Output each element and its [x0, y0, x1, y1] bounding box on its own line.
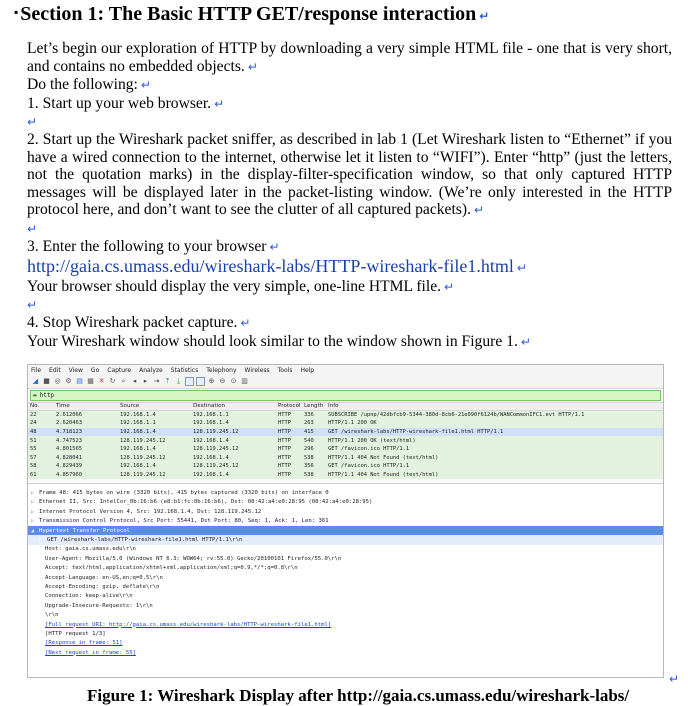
expand-arrow-icon[interactable]: ▷ [31, 508, 35, 515]
detail-header[interactable]: Upgrade-Insecure-Requests: 1\r\n [45, 602, 153, 609]
menu-wireless[interactable]: Wireless [244, 366, 270, 374]
paragraph-mark-icon: ↵ [444, 279, 455, 294]
paragraph-mark-icon: ↵ [140, 78, 151, 93]
detail-header[interactable]: User-Agent: Mozilla/5.0 (Windows NT 6.3; WOW64; rv:55.0) Gecko/20100101 Firefox/55.0\r\n [45, 555, 342, 562]
expand-arrow-icon[interactable]: ▷ [31, 518, 35, 525]
last-packet-icon[interactable]: ⤓ [176, 377, 181, 385]
paragraph-mark-icon: ↵ [27, 115, 38, 130]
close-file-icon[interactable]: ✕ [98, 377, 105, 385]
bullet-icon: ▪ [14, 5, 19, 19]
menu-statistics[interactable]: Statistics [170, 366, 199, 374]
zoom-out-icon[interactable]: ⊖ [219, 377, 226, 385]
detail-header[interactable]: Accept-Language: en-US,en;q=0.5\r\n [45, 574, 163, 581]
blank-line [27, 296, 672, 314]
section-heading: ▪ Section 1: The Basic HTTP GET/response interaction ↵ [14, 3, 490, 25]
table-row[interactable]: 58 4.829439 192.168.1.4 128.119.245.12 HTTP 356 GET /favicon.ico HTTP/1.1 [28, 462, 663, 471]
open-file-icon[interactable]: ▤ [76, 377, 83, 385]
resize-columns-icon[interactable]: ▥ [241, 377, 248, 385]
save-file-icon[interactable]: ▦ [87, 377, 94, 385]
collapse-arrow-icon[interactable]: ◢ [31, 527, 35, 534]
col-protocol[interactable]: Protocol [278, 403, 301, 410]
capture-options-icon[interactable]: ⚙ [65, 377, 72, 385]
toolbar [28, 375, 663, 389]
table-row[interactable]: 22 2.612066 192.168.1.4 192.168.1.1 HTTP 336 SUBSCRIBE /upnp/42dbfcb9-5344-380d-8cb6-21e090f6124b/WANCommonIFC1.evt HTTP/1.1 [28, 411, 663, 420]
detail-http[interactable]: ◢ Hypertext Transfer Protocol [28, 526, 663, 535]
detail-next-request[interactable]: [Next request in frame: 55] [45, 649, 136, 656]
paragraph-mark-icon: ↵ [479, 9, 490, 23]
zoom-in-icon[interactable]: ⊕ [208, 377, 215, 385]
detail-tcp[interactable]: ▷ Transmission Control Protocol, Src Port: 55441, Dst Port: 80, Seq: 1, Ack: 1, Len: 361 [31, 518, 329, 525]
go-to-packet-icon[interactable]: ⇥ [153, 377, 160, 385]
packet-list [28, 411, 663, 480]
filter-text: http [39, 392, 55, 399]
intro-paragraph: Let’s begin our exploration of HTTP by downloading a very simple HTML file - one that is very short, and contains no embedded objects. ↵ [27, 40, 672, 75]
table-row[interactable]: 61 4.857960 128.119.245.12 192.168.1.4 HTTP 538 HTTP/1.1 404 Not Found (text/html) [28, 471, 663, 480]
packet-details [28, 484, 663, 657]
do-following-line: Do the following: ↵ [27, 76, 151, 94]
menu-help[interactable]: Help [300, 366, 315, 374]
expand-arrow-icon[interactable]: ▷ [39, 536, 43, 543]
auto-scroll-icon[interactable] [185, 377, 194, 386]
table-row[interactable]: 24 2.620463 192.168.1.1 192.168.1.4 HTTP 263 HTTP/1.1 200 OK [28, 419, 663, 428]
detail-ethernet[interactable]: ▷ Ethernet II, Src: IntelCor_0b:16:b6 (e8:b1:fc:0b:16:b6), Dst: 08:42:a4:e0:28:95 (08:42:a4:e0:28:95) [31, 499, 373, 506]
paragraph-mark-icon: ↵ [669, 672, 680, 686]
colorize-icon[interactable] [196, 377, 205, 386]
menu-capture[interactable]: Capture [107, 366, 132, 374]
detail-header[interactable]: Host: gaia.cs.umass.edu\r\n [45, 546, 136, 553]
step-4: 4. Stop Wireshark packet capture. ↵ [27, 313, 251, 331]
detail-response-frame[interactable]: [Response in frame: 51] [45, 640, 123, 647]
go-back-icon[interactable]: ◂ [132, 377, 137, 385]
paragraph-mark-icon: ↵ [27, 298, 38, 313]
wireshark-file-url[interactable]: http://gaia.cs.umass.edu/wireshark-labs/HTTP-wireshark-file1.html [27, 256, 514, 277]
paragraph-mark-icon: ↵ [269, 239, 280, 254]
detail-request-number[interactable]: [HTTP request 1/3] [45, 630, 106, 637]
detail-header[interactable]: Accept-Encoding: gzip, deflate\r\n [45, 583, 160, 590]
step-2: 2. Start up the Wireshark packet sniffer, as described in lab 1 (Let Wireshark listen to “Ethernet” if you have a wired connection to the internet, otherwise let it listen to “WIFI”). Enter “http” (just the letters, not the quotation marks) in the display-filter-specification window, so that only captured HTTP messages will be displayed later in the packet-listing window. (We’re only interested in the HTTP protocol here, and don’t want to see the clutter of all captured packets). ↵ [27, 130, 672, 219]
step-1: 1. Start up your web browser. ↵ [27, 94, 225, 112]
menu-analyze[interactable]: Analyze [139, 366, 163, 374]
go-forward-icon[interactable]: ▸ [143, 377, 148, 385]
blank-line [27, 113, 672, 131]
body-text [27, 40, 672, 351]
col-length[interactable]: Length [304, 403, 324, 410]
paragraph-mark-icon: ↵ [27, 221, 38, 236]
wireshark-window [27, 364, 664, 678]
paragraph-mark-icon: ↵ [247, 59, 258, 74]
detail-header[interactable]: Accept: text/html,application/xhtml+xml,application/xml;q=0.9,*/*;q=0.8\r\n [45, 565, 298, 572]
paragraph-mark-icon: ↵ [520, 334, 531, 349]
table-row[interactable]: 55 4.801565 192.168.1.4 128.119.245.12 HTTP 296 GET /favicon.ico HTTP/1.1 [28, 445, 663, 454]
col-no[interactable]: No. [30, 403, 40, 410]
col-destination[interactable]: Destination [193, 403, 226, 410]
detail-frame[interactable]: ▷ Frame 48: 415 bytes on wire (3320 bits), 415 bytes captured (3320 bits) on interface 0 [31, 490, 329, 497]
paragraph-mark-icon: ↵ [473, 203, 485, 218]
menu-go[interactable]: Go [90, 366, 100, 374]
menu-tools[interactable]: Tools [277, 366, 293, 374]
expand-arrow-icon[interactable]: ▷ [31, 490, 35, 497]
col-info[interactable]: Info [328, 403, 339, 410]
menu-view[interactable]: View [68, 366, 83, 374]
shark-fin-start-icon[interactable]: ◢ [32, 377, 39, 385]
first-packet-icon[interactable]: ⤒ [165, 377, 170, 385]
detail-header[interactable]: \r\n [45, 612, 59, 619]
expand-arrow-icon[interactable]: ▷ [31, 499, 35, 506]
stop-capture-icon[interactable]: ■ [43, 377, 50, 385]
restart-capture-icon[interactable]: ◎ [54, 377, 61, 385]
find-packet-icon[interactable]: ⌕ [121, 377, 126, 385]
paragraph-mark-icon: ↵ [214, 96, 225, 111]
filter-bookmark-icon[interactable]: ▬ [33, 392, 37, 399]
detail-request-line[interactable]: ▷ GET /wireshark-labs/HTTP-wireshark-file1.html HTTP/1.1\r\n [28, 535, 663, 544]
reload-file-icon[interactable]: ↻ [109, 377, 116, 385]
display-filter-input[interactable] [30, 390, 661, 401]
detail-header[interactable]: Connection: keep-alive\r\n [45, 593, 133, 600]
paragraph-mark-icon: ↵ [240, 315, 251, 330]
detail-full-uri[interactable]: [Full request URI: http://gaia.cs.umass.edu/wireshark-labs/HTTP-wireshark-file1.html] [45, 621, 332, 628]
window-note: Your Wireshark window should look similar to the window shown in Figure 1. ↵ [27, 332, 531, 350]
normal-size-icon[interactable]: ⊙ [230, 377, 237, 385]
url-line [27, 258, 672, 278]
blank-line [27, 220, 672, 238]
figure-caption: Figure 1: Wireshark Display after http://gaia.cs.umass.edu/wireshark-labs/ [87, 686, 630, 705]
step-3: 3. Enter the following to your browser ↵ [27, 237, 280, 255]
menu-telephony[interactable]: Telephony [206, 366, 237, 374]
detail-ip[interactable]: ▷ Internet Protocol Version 4, Src: 192.168.1.4, Dst: 128.119.245.12 [31, 508, 262, 515]
table-row[interactable]: 51 4.747523 128.119.245.12 192.168.1.4 HTTP 540 HTTP/1.1 200 OK (text/html) [28, 436, 663, 445]
col-source[interactable]: Source [120, 403, 140, 410]
paragraph-mark-icon: ↵ [516, 261, 527, 276]
browser-display-line: Your browser should display the very simple, one-line HTML file. ↵ [27, 277, 455, 295]
table-row-selected[interactable]: 48 4.718123 192.168.1.4 128.119.245.12 HTTP 415 GET /wireshark-labs/HTTP-wireshark-file1.html HTTP/1.1 [28, 428, 663, 437]
menu-edit[interactable]: Edit [49, 366, 61, 374]
menu-bar [28, 365, 663, 375]
packet-list-header [28, 402, 663, 411]
table-row[interactable]: 57 4.828041 128.119.245.12 192.168.1.4 HTTP 538 HTTP/1.1 404 Not Found (text/html) [28, 454, 663, 463]
menu-file[interactable]: File [31, 366, 42, 374]
col-time[interactable]: Time [56, 403, 70, 410]
